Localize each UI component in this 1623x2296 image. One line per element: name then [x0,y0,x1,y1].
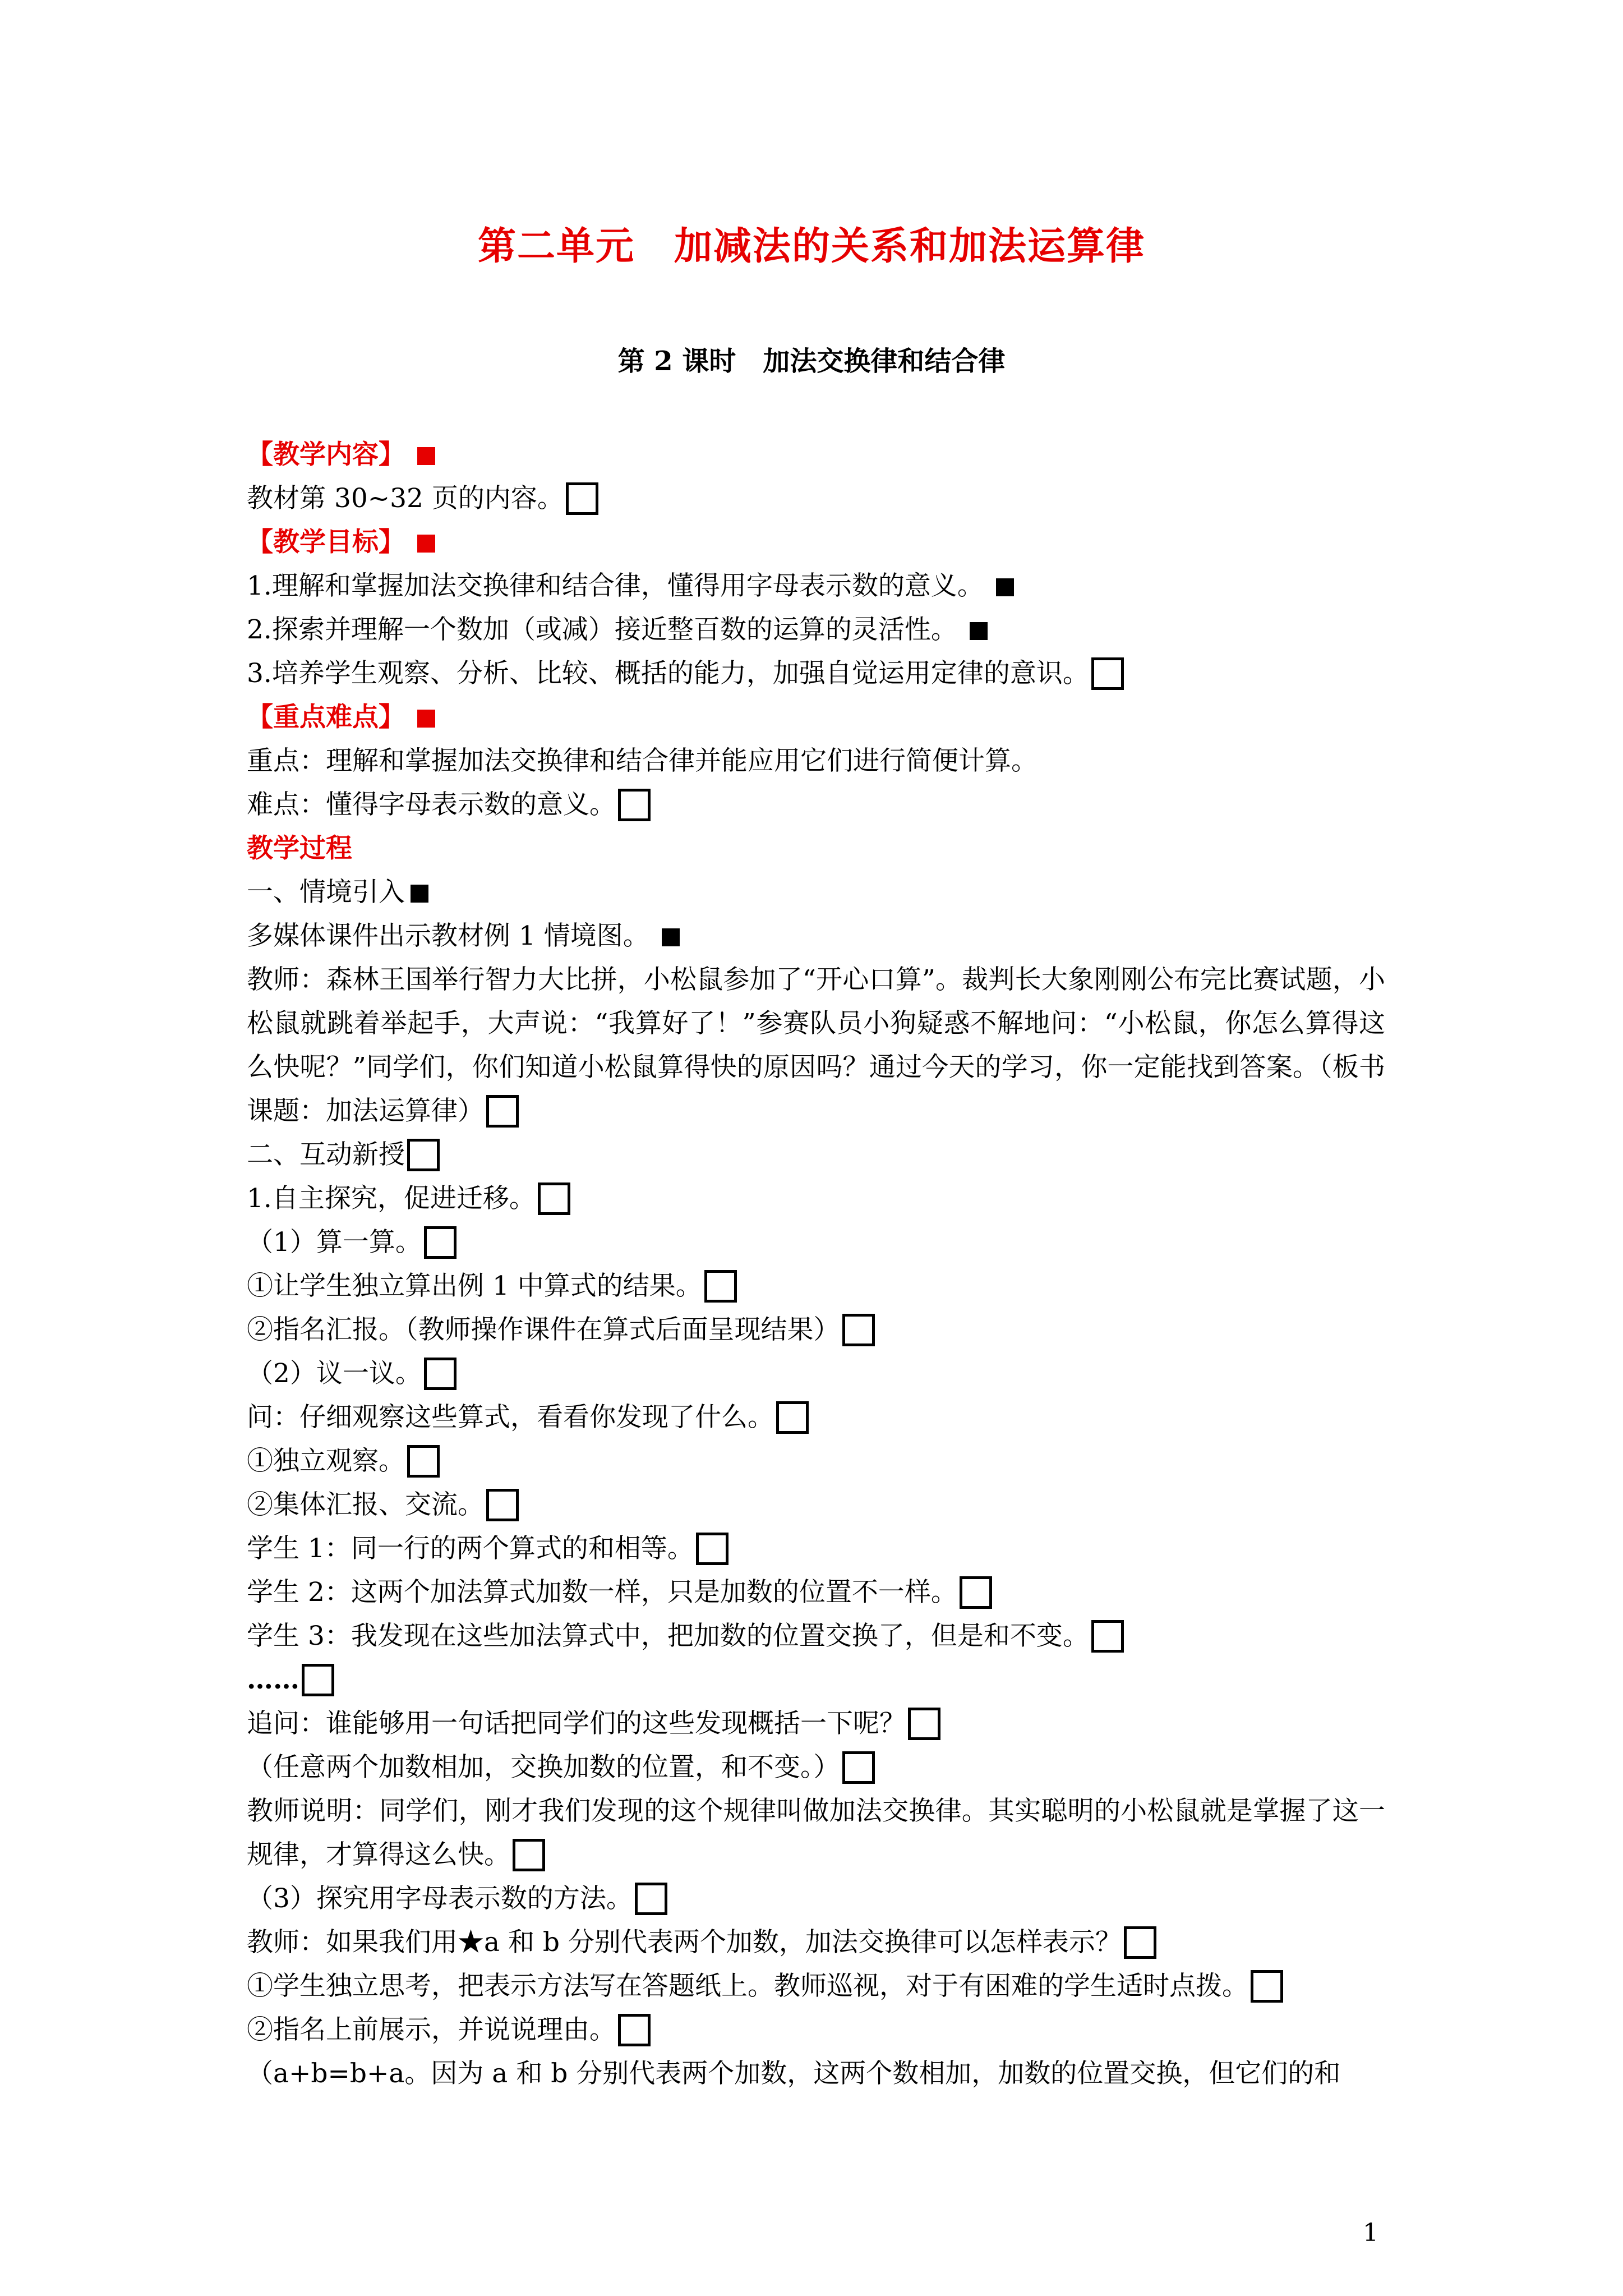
checkbox-square [424,1358,457,1390]
black-square-mark [996,578,1014,596]
text-line: …… [247,1658,1385,1702]
text-line: 学生 2：这两个加法算式加数一样，只是加数的位置不一样。 [247,1571,1385,1614]
section-heading: 教学过程 [247,833,352,864]
text-line: 难点：懂得字母表示数的意义。 [247,783,1385,827]
text-line: ②指名上前展示，并说说理由。 [247,2008,1385,2052]
text-line: 2.探索并理解一个数加（或减）接近整百数的运算的灵活性。 [247,608,1385,652]
checkbox-square [486,1095,519,1128]
text-line: 3.培养学生观察、分析、比较、概括的能力，加强自觉运用定律的意识。 [247,652,1385,696]
checkbox-square [486,1489,519,1521]
red-square-mark [417,447,435,465]
black-square-mark [970,622,988,640]
checkbox-square [618,789,651,821]
lesson-title: 第 2 课时 加法交换律和结合律 [617,346,1006,377]
checkbox-square [635,1883,667,1915]
checkbox-square [1251,1970,1283,2003]
checkbox-square [513,1839,545,1871]
text-line: ①让学生独立算出例 1 中算式的结果。 [247,1264,1385,1308]
checkbox-square [407,1445,440,1478]
text-line: 追问：谁能够用一句话把同学们的这些发现概括一下呢？ [247,1702,1385,1746]
red-square-mark [417,710,435,728]
text-line: ①独立观察。 [247,1439,1385,1483]
text-line: 学生 1：同一行的两个算式的和相等。 [247,1527,1385,1571]
text-line: （a+b=b+a。因为 a 和 b 分别代表两个加数，这两个数相加，加数的位置交换，但它们的和 [247,2058,1341,2089]
text-line: （2）议一议。 [247,1352,1385,1396]
checkbox-square [704,1270,737,1303]
text-line: 重点：理解和掌握加法交换律和结合律并能应用它们进行简便计算。 [247,746,1038,776]
text-paragraph: 教师：森林王国举行智力大比拼，小松鼠参加了“开心口算”。裁判长大象刚刚公布完比赛试题，小松鼠就跳着举起手，大声说：“我算好了！”参赛队员小狗疑惑不解地问：“小松鼠，你怎么算得这么快呢？”同学们，你们知道小松鼠算得快的原因吗？通过今天的学习，你一定能找到答案。（板书课题：加法运算律） [247,964,1385,1126]
page-number: 1 [1363,2219,1378,2247]
checkbox-square [302,1664,334,1696]
checkbox-square [696,1533,728,1565]
checkbox-square [776,1401,809,1434]
checkbox-square [407,1139,440,1171]
checkbox-square [424,1226,457,1259]
section-heading: 【教学内容】 [247,433,1385,477]
checkbox-square [1091,1620,1124,1653]
text-line: 教材第 30~32 页的内容。 [247,477,1385,521]
text-line: 学生 3：我发现在这些加法算式中，把加数的位置交换了，但是和不变。 [247,1614,1385,1658]
text-line: 1.自主探究，促进迁移。 [247,1177,1385,1221]
checkbox-square [566,482,598,515]
text-line: （3）探究用字母表示数的方法。 [247,1877,1385,1921]
text-line: ②指名汇报。（教师操作课件在算式后面呈现结果） [247,1308,1385,1352]
black-square-mark [411,885,428,903]
text-line: ②集体汇报、交流。 [247,1483,1385,1527]
checkbox-square [1091,657,1124,690]
text-line: 一、情境引入 [247,871,1385,914]
checkbox-square [538,1182,570,1215]
checkbox-square [842,1751,875,1784]
text-line: 问：仔细观察这些算式，看看你发现了什么。 [247,1396,1385,1439]
section-heading: 【教学目标】 [247,521,1385,564]
checkbox-square [1124,1926,1156,1959]
black-square-mark [662,928,680,946]
checkbox-square [960,1576,992,1609]
checkbox-square [618,2014,651,2046]
text-paragraph: 教师说明：同学们，刚才我们发现的这个规律叫做加法交换律。其实聪明的小松鼠就是掌握了这一规律，才算得这么快。 [247,1796,1385,1870]
red-square-mark [417,535,435,553]
text-line: （任意两个加数相加，交换加数的位置，和不变。） [247,1746,1385,1789]
text-line: ①学生独立思考，把表示方法写在答题纸上。教师巡视，对于有困难的学生适时点拨。 [247,1964,1385,2008]
checkbox-square [908,1708,940,1740]
text-line: 二、互动新授 [247,1133,1385,1177]
section-heading: 【重点难点】 [247,696,1385,739]
text-line: 1.理解和掌握加法交换律和结合律，懂得用字母表示数的意义。 [247,564,1385,608]
text-line: 多媒体课件出示教材例 1 情境图。 [247,914,1385,958]
text-line: 教师：如果我们用★a 和 b 分别代表两个加数，加法交换律可以怎样表示？ [247,1921,1385,1964]
lesson-content [247,433,1385,2096]
text-line: （1）算一算。 [247,1221,1385,1264]
checkbox-square [842,1314,875,1346]
unit-title: 第二单元 加减法的关系和加法运算律 [477,224,1145,269]
